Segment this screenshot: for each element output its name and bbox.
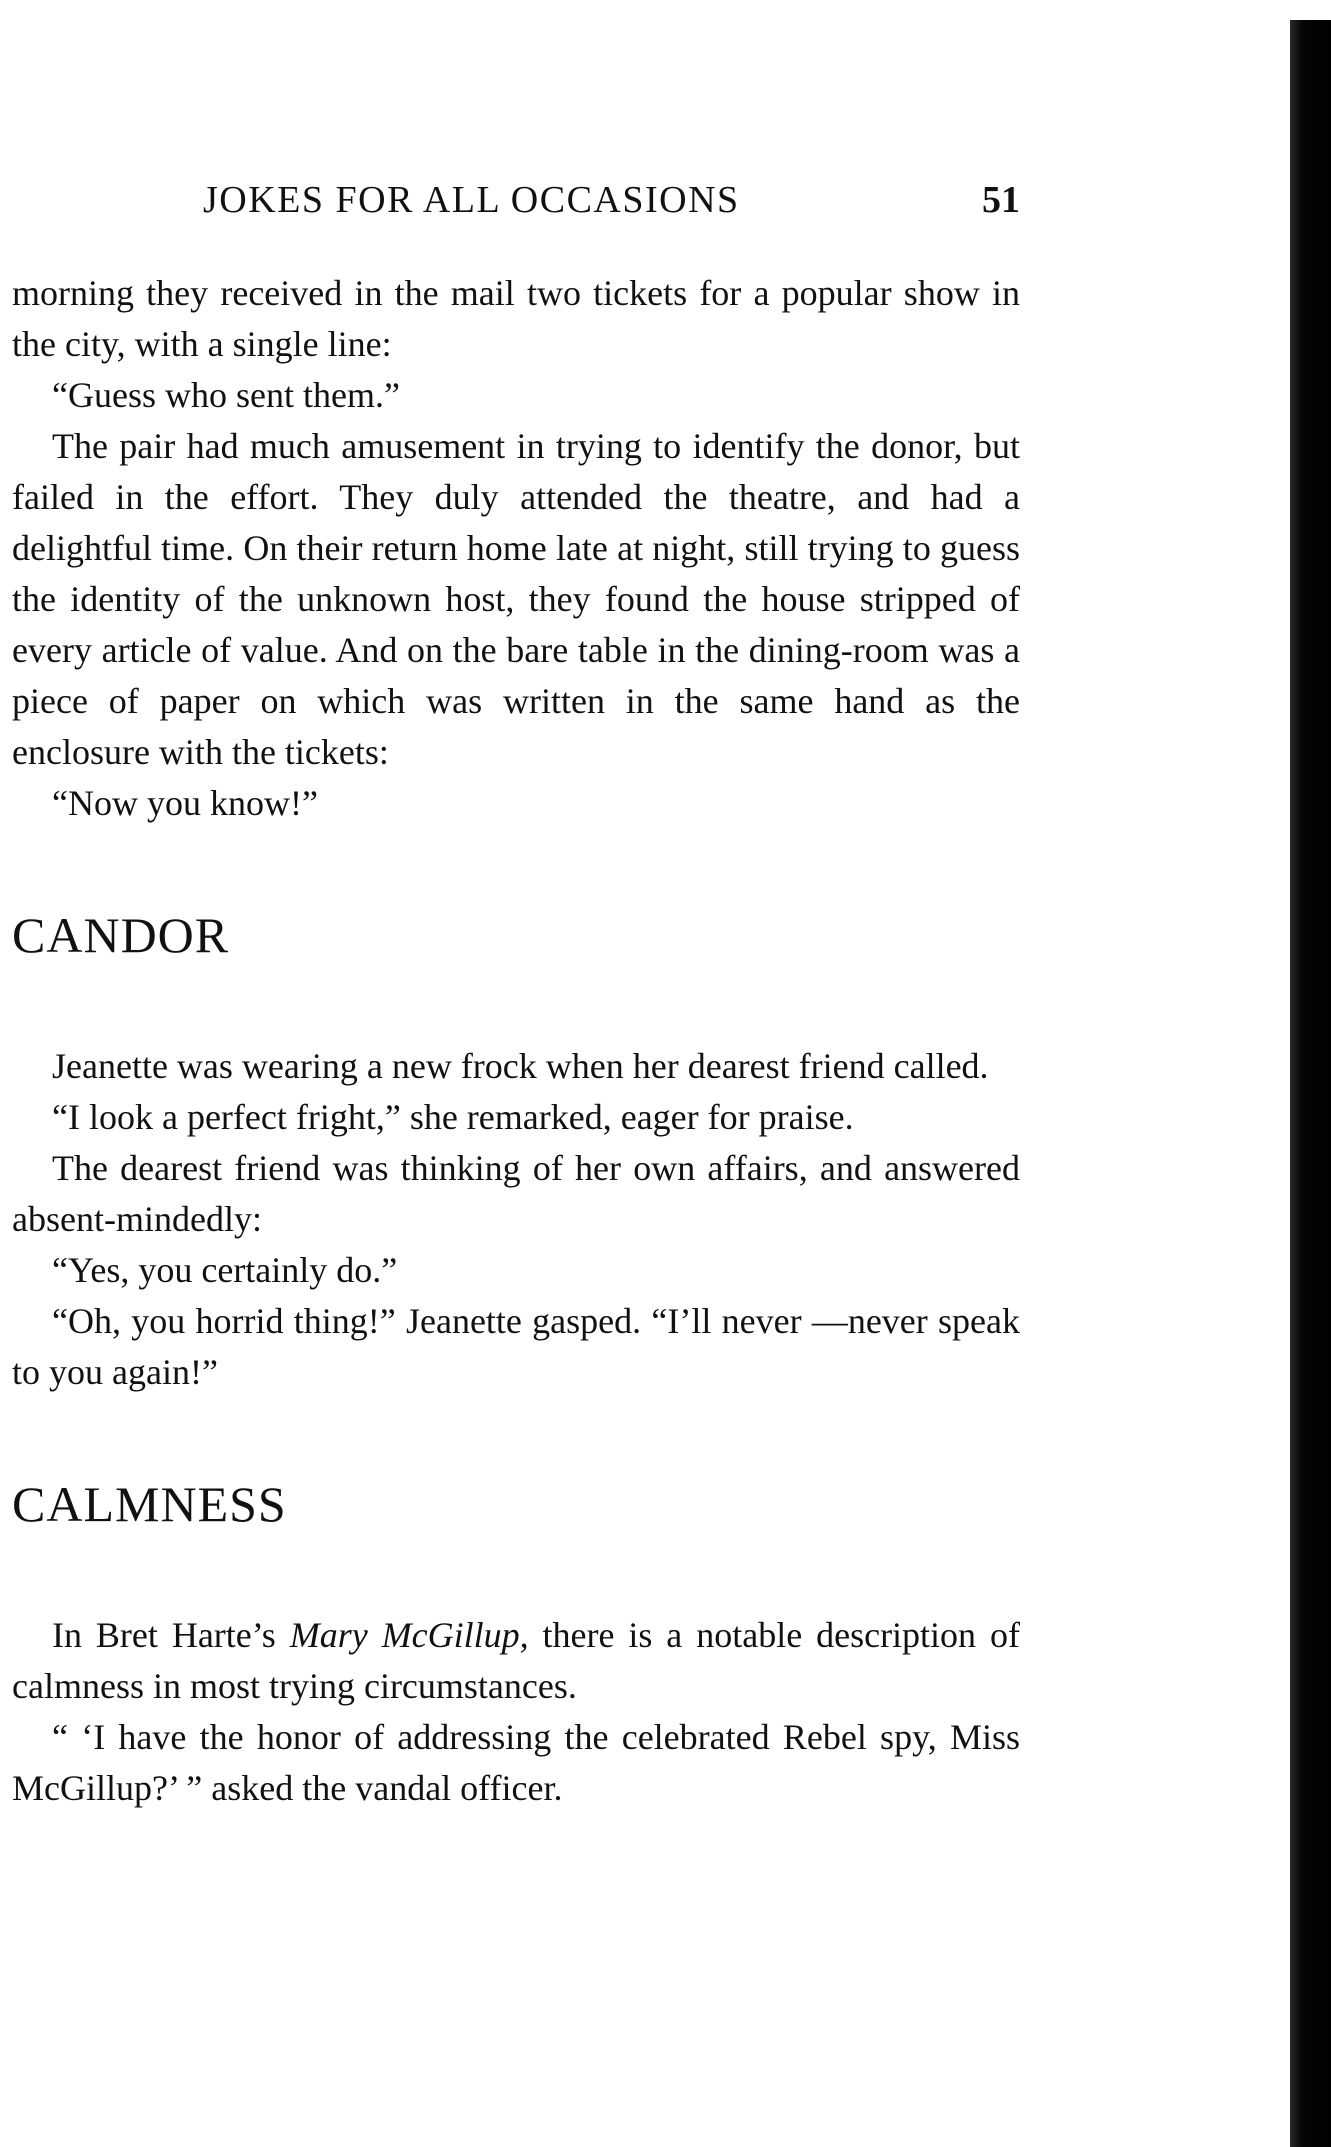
paragraph-rebel-spy: “ ‘I have the honor of addressing the celebrated Rebel spy, Miss McGillup?’ ” asked the vandal officer. <box>12 1717 1020 1808</box>
book-title: Mary McGillup, <box>289 1615 529 1655</box>
paragraph-quote-now-you-know: “Now you know!” <box>52 783 318 823</box>
paragraph-bret-harte <box>12 1610 1020 1712</box>
text-run: In Bret Harte’s <box>52 1615 290 1655</box>
paragraph-perfect-fright: “I look a perfect fright,” she remarked, eager for praise. <box>52 1097 854 1137</box>
paragraph-dearest-friend: The dearest friend was thinking of her own affairs, and answered absent-mindedly: <box>12 1148 1020 1239</box>
running-head <box>0 170 1020 230</box>
paragraph-yes-certainly: “Yes, you certainly do.” <box>52 1250 398 1290</box>
scan-edge-shadow <box>1290 0 1331 2147</box>
paragraph-horrid-thing: “Oh, you horrid thing!” Jeanette gasped. “I’ll never —never speak to you again!” <box>12 1301 1020 1392</box>
text-run: there is a notable description of calmness in most trying circumstances. <box>12 1615 1020 1706</box>
page-number: 51 <box>982 179 1020 221</box>
running-title: JOKES FOR ALL OCCASIONS <box>203 179 740 221</box>
paragraph-continued: morning they received in the mail two tickets for a popular show in the city, with a single line: <box>12 273 1020 364</box>
paragraph-quote-guess: “Guess who sent them.” <box>52 375 400 415</box>
paragraph-jeanette-frock: Jeanette was wearing a new frock when her dearest friend called. <box>52 1046 989 1086</box>
page-body <box>12 268 1020 1814</box>
paragraph-pair-story: The pair had much amusement in trying to identify the donor, but failed in the effort. They duly attended the theatre, and had a delightful time. On their return home late at night, still trying to guess the identity of the unknown host, they found the house stripped of every article of value. And on the bare table in the dining-room was a piece of paper on which was written in the same hand as the enclosure with the tickets: <box>12 426 1020 772</box>
heading-candor: CANDOR <box>12 907 230 963</box>
heading-calmness: CALMNESS <box>12 1476 287 1532</box>
scan-edge-top <box>1290 0 1331 20</box>
